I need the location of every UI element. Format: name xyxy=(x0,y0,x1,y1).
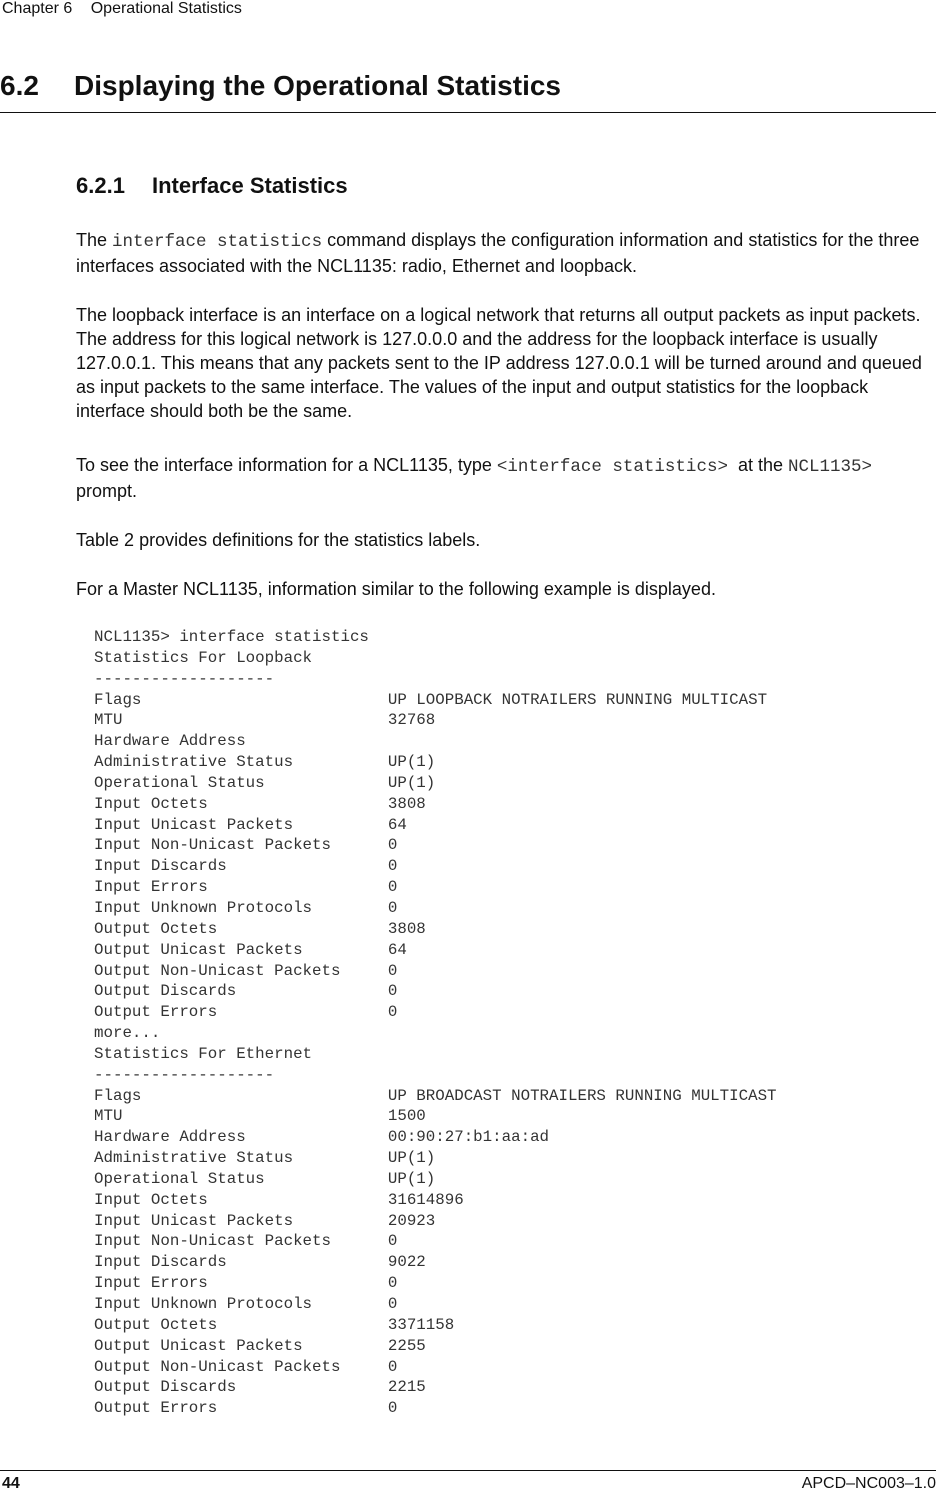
page-number: 44 xyxy=(2,1475,20,1492)
section-title: Displaying the Operational Statistics xyxy=(74,70,562,101)
paragraph-intro xyxy=(76,228,936,278)
text-run: command displays the configuration information and statistics for the three interfaces associated with the NCL1135: radio, Ethernet and loopback. xyxy=(76,230,920,276)
text-run: The xyxy=(76,230,113,250)
subsection-heading xyxy=(76,172,348,200)
paragraph-loopback: The loopback interface is an interface on a logical network that returns all output packets as input packets. The address for this logical network is 127.0.0.0 and the address for the loopback interface is usually 127.0.0.1. This means that any packets sent to the IP address 127.0.0.1 will be turned around and queued as input packets to the same interface. The values of the input and output statistics for the loopback interface should both be the same. xyxy=(76,305,922,421)
text-run: Table xyxy=(76,530,125,550)
text-run: prompt. xyxy=(76,481,138,501)
footer-rule xyxy=(0,1470,936,1471)
section-heading xyxy=(0,68,936,113)
text-run: provides definitions for the statistics labels. xyxy=(134,530,481,550)
paragraph-table-ref xyxy=(76,528,936,552)
subsection-number: 6.2.1 xyxy=(76,173,125,198)
inline-command: interface statistics xyxy=(112,232,323,252)
paragraph-example-intro: For a Master NCL1135, information similar to the following example is displayed. xyxy=(76,579,716,599)
chapter-title: Operational Statistics xyxy=(90,0,242,17)
running-header xyxy=(2,0,242,18)
table-link[interactable]: 2 xyxy=(124,530,135,550)
inline-command: <interface statistics> xyxy=(496,457,728,477)
document-id: APCD–NC003–1.0 xyxy=(801,1475,936,1492)
chapter-label: Chapter 6 xyxy=(2,0,73,17)
code-example: NCL1135> interface statistics Statistics For Loopback ------------------- Flags UP LOOPBACK NOTRAILERS RUNNING MULTICAST MTU 32768 Hardware Address Administrative Status UP(1) Operational Status UP(1) Input Octets 3808 Input Unicast Packets 64 Input Non-Unicast Packets 0 Input Discards 0 Input Errors 0 Input Unknown Protocols 0 Output Octets 3808 Output Unicast Packets 64 Output Non-Unicast Packets 0 Output Discards 0 Output Errors 0 more... Statistics For Ethernet ------------------- Flags UP BROADCAST NOTRAILERS RUNNING MULTICAST MTU 1500 Hardware Address 00:90:27:b1:aa:ad Administrative Status UP(1) Operational Status UP(1) Input Octets 31614896 Input Unicast Packets 20923 Input Non-Unicast Packets 0 Input Discards 9022 Input Errors 0 Input Unknown Protocols 0 Output Octets 3371158 Output Unicast Packets 2255 Output Non-Unicast Packets 0 Output Discards 2215 Output Errors 0 xyxy=(94,628,777,1418)
subsection-title: Interface Statistics xyxy=(152,173,348,198)
section-number: 6.2 xyxy=(0,70,39,101)
text-run: To see the interface information for a NCL1135, type xyxy=(76,455,497,475)
text-run: at the xyxy=(727,455,788,475)
inline-prompt: NCL1135> xyxy=(788,457,873,477)
paragraph-instructions xyxy=(76,453,936,503)
